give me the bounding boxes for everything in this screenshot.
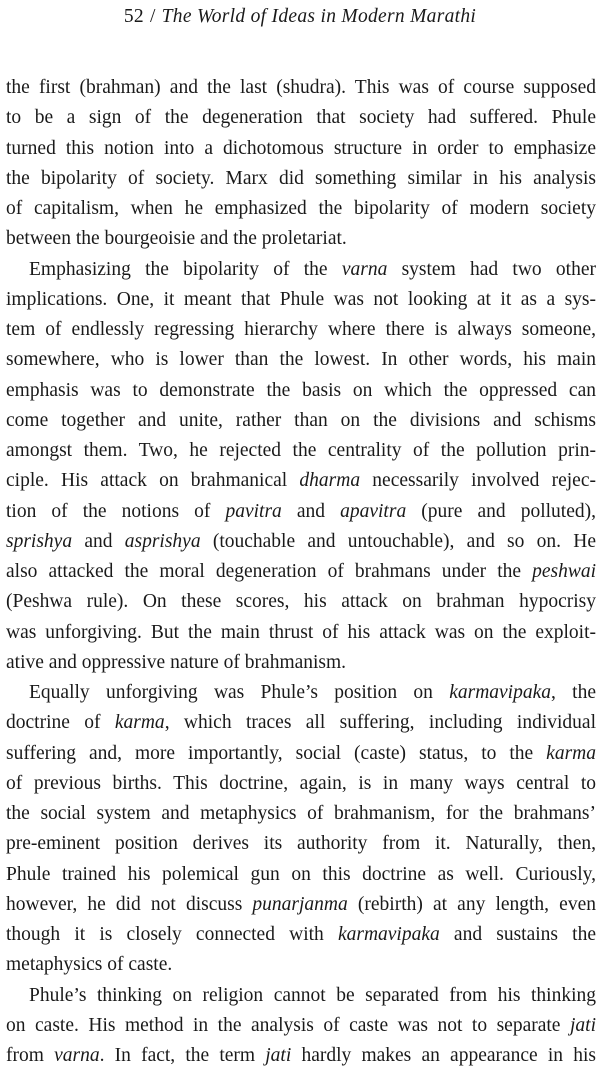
italic-term: karma	[114, 712, 165, 734]
text-run: also attacked the moral degeneration of brahmans under the	[6, 561, 533, 582]
text-line	[6, 678, 596, 708]
italic-term: peshwai	[532, 561, 596, 582]
text-run: , which traces all suffering, including individual	[164, 712, 596, 734]
text-line	[6, 981, 596, 1011]
text-line	[6, 224, 596, 254]
text-run: and	[72, 530, 125, 552]
text-run: between the bourgeoisie and the proletariat.	[6, 228, 347, 250]
text-run: implications. One, it meant that Phule was not looking at it as a sys-	[6, 288, 596, 310]
italic-term: jati	[265, 1045, 292, 1066]
text-run: suffering and, more importantly, social (caste) status, to the	[6, 742, 547, 764]
text-run: pre-eminent position derives its authority from it. Naturally, then,	[6, 833, 596, 855]
text-run: (rebirth) at any length, even	[347, 893, 596, 915]
text-run: of capitalism, when he emphasized the bipolarity of modern society	[6, 198, 596, 219]
text-line	[6, 829, 596, 859]
page-number: 52	[123, 6, 144, 27]
text-line	[6, 860, 596, 890]
text-run: emphasis was to demonstrate the basis on which the oppressed can	[6, 379, 596, 401]
text-line	[6, 436, 596, 466]
text-run: (touchable and untouchable), and so on. He	[200, 530, 596, 552]
text-line	[6, 376, 596, 406]
text-line	[6, 890, 596, 920]
text-line	[6, 527, 596, 557]
text-run: , the	[551, 682, 597, 703]
text-run: tion of the notions of	[6, 500, 226, 522]
text-run: ative and oppressive nature of brahmanism.	[6, 651, 347, 673]
text-run: Equally unforgiving was Phule’s position on	[29, 682, 450, 703]
text-line	[6, 1011, 596, 1041]
text-run: Phule trained his polemical gun on this doctrine as well. Curiously,	[6, 863, 596, 885]
text-line	[6, 769, 596, 799]
text-run: the bipolarity of society. Marx did something similar in his analysis	[6, 167, 596, 189]
text-line	[6, 255, 596, 285]
text-line	[6, 1041, 596, 1071]
text-line	[6, 73, 596, 103]
text-line	[6, 194, 596, 224]
text-run: Phule’s thinking on religion cannot be separated from his thinking	[29, 984, 596, 1006]
text-run: the first (brahman) and the last (shudra). This was of course supposed	[6, 77, 596, 98]
text-run: to be a sign of the degeneration that society had suffered. Phule	[6, 107, 596, 129]
italic-term: apavitra	[340, 500, 407, 522]
italic-term: punarjanma	[252, 893, 348, 915]
text-run: turned this notion into a dichotomous structure in order to emphasize	[6, 137, 596, 159]
text-run: hardly makes an appearance in his	[291, 1045, 596, 1066]
italic-term: sprishya	[6, 530, 73, 552]
text-run: somewhere, who is lower than the lowest. In other words, his main	[6, 349, 596, 371]
header-separator: /	[149, 6, 156, 27]
text-line	[6, 950, 596, 980]
text-line	[6, 648, 596, 678]
text-line	[6, 466, 596, 496]
text-run: from	[6, 1045, 55, 1066]
text-line	[6, 345, 596, 375]
text-run: of previous births. This doctrine, again, is in many ways central to	[6, 772, 596, 794]
text-run: and sustains the	[439, 924, 596, 945]
text-run: the social system and metaphysics of brahmanism, for the brahmans’	[6, 803, 596, 824]
text-run: though it is closely connected with	[6, 924, 338, 945]
running-header	[0, 6, 600, 28]
text-run: amongst them. Two, he rejected the centrality of the pollution prin-	[6, 440, 596, 461]
text-run: ciple. His attack on brahmanical	[6, 470, 300, 492]
text-run: (pure and polluted),	[406, 500, 597, 522]
italic-term: karma	[546, 742, 596, 764]
text-line	[6, 134, 596, 164]
text-run: . In fact, the term	[99, 1045, 266, 1066]
italic-term: pavitra	[225, 500, 282, 522]
text-run: come together and unite, rather than on the divisions and schisms	[6, 409, 596, 431]
text-line	[6, 285, 596, 315]
text-line	[6, 497, 596, 527]
text-line	[6, 618, 596, 648]
body-text	[6, 73, 596, 1071]
text-run: metaphysics of caste.	[6, 954, 173, 976]
italic-term: jati	[569, 1014, 596, 1036]
text-line	[6, 708, 596, 738]
text-line	[6, 406, 596, 436]
text-line	[6, 315, 596, 345]
text-run: however, he did not discuss	[6, 893, 253, 915]
text-line	[6, 164, 596, 194]
text-line	[6, 920, 596, 950]
text-line	[6, 587, 596, 617]
text-line	[6, 103, 596, 133]
italic-term: asprishya	[124, 530, 201, 552]
italic-term: karmavipaka	[449, 682, 552, 703]
italic-term: karmavipaka	[337, 924, 440, 945]
text-run: doctrine of	[6, 712, 115, 734]
text-run: and	[281, 500, 341, 522]
text-line	[6, 799, 596, 829]
italic-term: dharma	[299, 470, 361, 492]
text-line	[6, 557, 596, 587]
italic-term: varna	[341, 258, 388, 280]
book-title: The World of Ideas in Modern Marathi	[161, 6, 477, 27]
text-run: tem of endlessly regressing hierarchy where there is always someone,	[6, 319, 596, 340]
text-run: necessarily involved rejec-	[360, 470, 596, 492]
italic-term: varna	[54, 1045, 100, 1066]
text-line	[6, 739, 596, 769]
text-run: (Peshwa rule). On these scores, his attack on brahman hypocrisy	[6, 591, 596, 613]
text-run: system had two other	[387, 258, 597, 280]
text-run: was unforgiving. But the main thrust of his attack was on the exploit-	[6, 621, 596, 643]
text-run: on caste. His method in the analysis of caste was not to separate	[6, 1014, 570, 1036]
text-run: Emphasizing the bipolarity of the	[29, 258, 342, 280]
